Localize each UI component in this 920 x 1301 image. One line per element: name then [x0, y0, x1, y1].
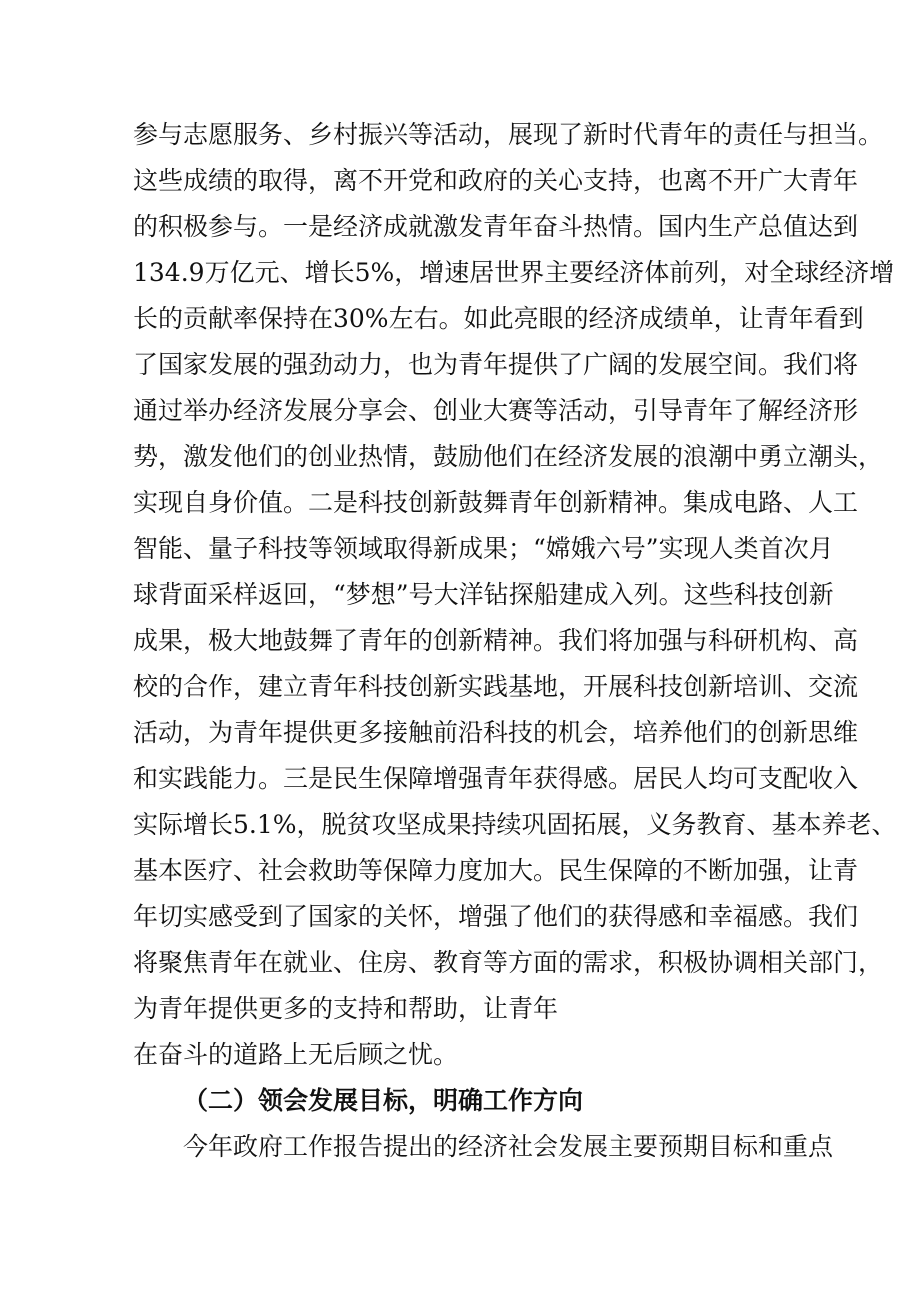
- paragraph-line: 年切实感受到了国家的关怀，增强了他们的获得感和幸福感。我们: [133, 902, 859, 931]
- paragraph-line: 智能、量子科技等领域取得新成果；“嫦娥六号”实现人类首次月: [133, 534, 834, 563]
- paragraph-line: 通过举办经济发展分享会、创业大赛等活动，引导青年了解经济形: [133, 396, 859, 425]
- paragraph-line: 成果，极大地鼓舞了青年的创新精神。我们将加强与科研机构、高: [133, 626, 859, 655]
- paragraph-line: 势，激发他们的创业热情，鼓励他们在经济发展的浪潮中勇立潮头，: [133, 442, 884, 471]
- paragraph-line: 为青年提供更多的支持和帮助，让青年: [133, 994, 559, 1023]
- paragraph-line: 134.9万亿元、增长5%，增速居世界主要经济体前列，对全球经济增: [133, 258, 895, 287]
- paragraph-line: 球背面采样返回，“梦想”号大洋钻探船建成入列。这些科技创新: [133, 580, 834, 609]
- paragraph-line: 将聚焦青年在就业、住房、教育等方面的需求，积极协调相关部门，: [133, 948, 884, 977]
- section-heading: （二）领会发展目标，明确工作方向: [183, 1086, 584, 1115]
- paragraph-line: 长的贡献率保持在30%左右。如此亮眼的经济成绩单，让青年看到: [133, 304, 864, 333]
- paragraph-line: 在奋斗的道路上无后顾之忧。: [133, 1040, 459, 1069]
- paragraph-line: 实际增长5.1%，脱贫攻坚成果持续巩固拓展，义务教育、基本养老、: [133, 810, 897, 839]
- paragraph-line: 活动，为青年提供更多接触前沿科技的机会，培养他们的创新思维: [133, 718, 859, 747]
- paragraph-line: 这些成绩的取得，离不开党和政府的关心支持，也离不开广大青年: [133, 166, 859, 195]
- paragraph-line: 实现自身价值。二是科技创新鼓舞青年创新精神。集成电路、人工: [133, 488, 859, 517]
- paragraph-line: 参与志愿服务、乡村振兴等活动，展现了新时代青年的责任与担当。: [133, 120, 884, 149]
- paragraph-line: 和实践能力。三是民生保障增强青年获得感。居民人均可支配收入: [133, 764, 859, 793]
- paragraph-line: 基本医疗、社会救助等保障力度加大。民生保障的不断加强，让青: [133, 856, 859, 885]
- paragraph-line: 校的合作，建立青年科技创新实践基地，开展科技创新培训、交流: [133, 672, 859, 701]
- paragraph-line: 今年政府工作报告提出的经济社会发展主要预期目标和重点: [183, 1132, 834, 1161]
- paragraph-line: 了国家发展的强劲动力，也为青年提供了广阔的发展空间。我们将: [133, 350, 859, 379]
- paragraph-line: 的积极参与。一是经济成就激发青年奋斗热情。国内生产总值达到: [133, 212, 859, 241]
